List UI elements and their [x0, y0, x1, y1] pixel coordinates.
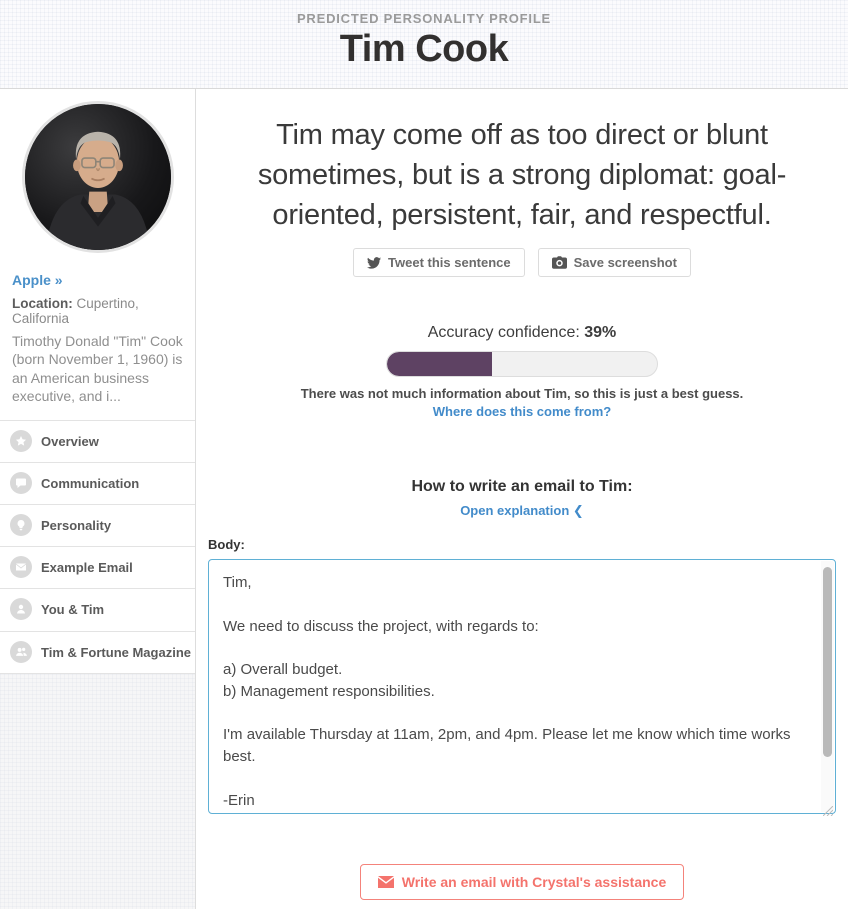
email-body-wrap — [208, 559, 836, 819]
tweet-button-label: Tweet this sentence — [388, 255, 511, 271]
sidebar-item-tim-and-fortune-magazine[interactable] — [0, 632, 195, 674]
textarea-scrollbar[interactable] — [821, 561, 834, 812]
confidence-note: There was not much information about Tim, so this is just a best guess. — [300, 386, 744, 402]
save-screenshot-button[interactable] — [538, 248, 691, 277]
share-row — [208, 248, 836, 277]
sidebar-item-example-email[interactable] — [0, 547, 195, 589]
email-heading: How to write an email to Tim: — [411, 478, 633, 496]
confidence-bar-fill — [387, 352, 492, 376]
accuracy-label-text: Accuracy confidence: — [427, 324, 580, 342]
page-title: Tim Cook — [339, 28, 509, 70]
speech-bubble-icon — [10, 472, 32, 494]
resize-handle-icon[interactable] — [823, 806, 833, 816]
envelope-icon — [378, 876, 394, 888]
accuracy-confidence-label — [208, 324, 836, 342]
people-icon — [10, 641, 32, 663]
company-link[interactable]: Apple » — [12, 272, 63, 288]
sidebar-item-communication[interactable] — [0, 463, 195, 505]
avatar — [22, 101, 174, 253]
sidebar-item-overview[interactable] — [0, 421, 195, 463]
main-content — [196, 89, 848, 909]
sidebar-filler — [0, 674, 195, 909]
profile-photo-wrap — [0, 89, 195, 268]
page-header — [0, 0, 848, 89]
accuracy-value: 39% — [584, 324, 617, 342]
camera-icon — [552, 256, 567, 269]
sidebar-nav — [0, 420, 195, 674]
location-value: Cupertino, California — [12, 296, 139, 326]
open-explanation-wrap — [208, 502, 836, 520]
write-email-assist-button[interactable] — [360, 864, 685, 900]
sidebar-item-personality[interactable] — [0, 505, 195, 547]
eyebrow-label: PREDICTED PERSONALITY PROFILE — [296, 11, 552, 26]
open-explanation-link[interactable] — [460, 503, 584, 519]
content-layout — [0, 89, 848, 909]
twitter-icon — [367, 257, 381, 269]
lightbulb-icon — [10, 514, 32, 536]
personality-headline: Tim may come off as too direct or blunt sometimes, but is a strong diplomat: goal-oriented, persistent, fair, and respectful. — [257, 119, 787, 232]
sidebar-item-label: You & Tim — [41, 602, 105, 618]
sidebar-item-label: Overview — [41, 433, 99, 449]
email-section — [208, 478, 836, 900]
bio-text: Timothy Donald "Tim" Cook (born November 1, 1960) is an American business executive, and i... — [12, 333, 183, 405]
sidebar-item-label: Communication — [41, 476, 140, 492]
location-line — [0, 290, 195, 326]
tweet-button[interactable] — [353, 248, 525, 277]
accuracy-confidence-section — [208, 324, 836, 421]
textarea-scrollbar-thumb[interactable] — [823, 567, 832, 757]
where-from-link[interactable]: Where does this come from? — [432, 404, 612, 420]
sidebar — [0, 89, 196, 909]
open-explanation-label: Open explanation — [460, 503, 570, 519]
save-screenshot-button-label: Save screenshot — [573, 255, 677, 271]
star-icon — [10, 430, 32, 452]
chevron-left-icon: ❮ — [572, 503, 584, 519]
assist-row — [208, 864, 836, 900]
body-field-label: Body: — [208, 537, 245, 553]
confidence-bar-track — [386, 351, 658, 377]
email-body-textarea[interactable] — [208, 559, 836, 814]
sidebar-item-label: Example Email — [41, 560, 133, 576]
write-email-assist-label: Write an email with Crystal's assistance — [401, 874, 667, 891]
location-label: Location: — [12, 296, 73, 311]
tim-cook-portrait — [25, 104, 171, 250]
sidebar-item-you-and-tim[interactable] — [0, 589, 195, 631]
sidebar-item-label: Tim & Fortune Magazine — [41, 644, 191, 660]
sidebar-item-label: Personality — [41, 518, 112, 534]
